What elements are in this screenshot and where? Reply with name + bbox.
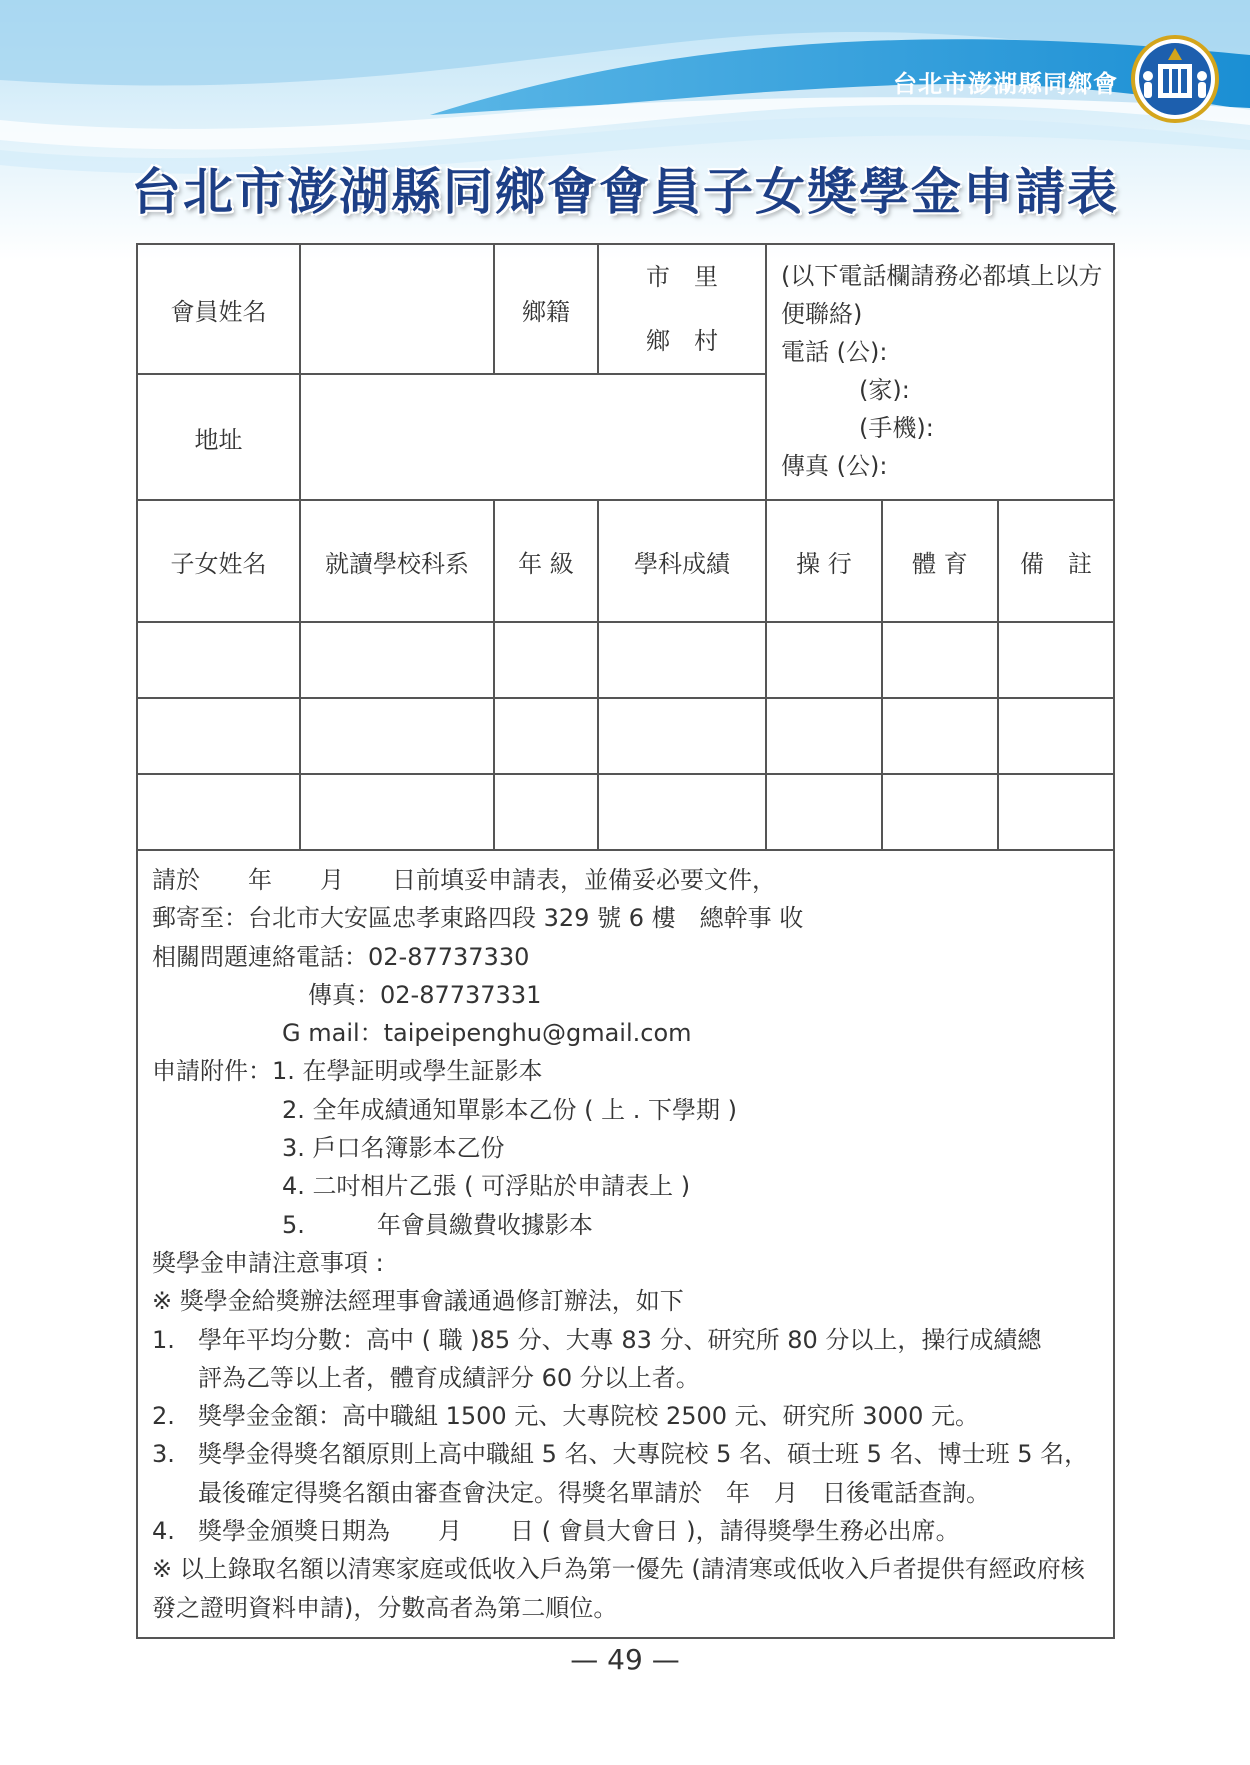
rule-text: 獎學金得獎名額原則上高中職組 5 名、大專院校 5 名、碩士班 5 名、博士班 5 名， (198, 1440, 1089, 1469)
academic-score-field[interactable] (598, 698, 766, 774)
fax-office-label: 傳真 (公): (781, 452, 888, 480)
rule-text: 獎學金金額：高中職組 1500 元、大專院校 2500 元、研究所 3000 元。 (198, 1402, 980, 1431)
rule-continuation: 最後確定得獎名額由審查會決定。得獎名單請於 年 月 日後電話查詢。 (198, 1478, 990, 1507)
rule-text: 獎學金頒獎日期為 月 日 ( 會員大會日 )，請得獎學生務必出席。 (198, 1517, 960, 1546)
school-field[interactable] (300, 774, 494, 850)
instructions-cell (137, 850, 1114, 1638)
child-name-field[interactable] (137, 698, 300, 774)
col-school-department: 就讀學校科系 (300, 500, 494, 622)
contact-email-text: G mail：taipeipenghu@gmail.com (282, 1019, 692, 1048)
mailing-address-text: 郵寄至：台北市大安區忠孝東路四段 329 號 6 樓 總幹事 收 (152, 904, 804, 933)
conduct-field[interactable] (766, 698, 882, 774)
child-entry-row (137, 774, 1114, 850)
phone-home-label: (家): (859, 376, 910, 404)
attachments-label: 申請附件： (152, 1057, 272, 1086)
attachment-5: 5. 年會員繳費收據影本 (282, 1210, 593, 1239)
phone-note: (以下電話欄請務必都填上以方便聯絡) (781, 262, 1103, 328)
grade-field[interactable] (494, 698, 598, 774)
rule-number: 3. (152, 1440, 175, 1469)
academic-score-field[interactable] (598, 774, 766, 850)
hometown-label: 鄉籍 (494, 244, 598, 374)
phone-office-label: 電話 (公): (781, 338, 888, 366)
contact-phone-cell[interactable] (766, 244, 1114, 500)
member-row (137, 244, 1114, 374)
address-label: 地址 (137, 374, 300, 500)
conduct-field[interactable] (766, 774, 882, 850)
deadline-text: 請於 年 月 日前填妥申請表，並備妥必要文件， (152, 866, 776, 894)
attachment-4: 4. 二吋相片乙張 ( 可浮貼於申請表上 ) (282, 1172, 691, 1201)
col-grade: 年 級 (494, 500, 598, 622)
rule-intro: ※ 獎學金給獎辦法經理事會議通過修訂辦法，如下 (152, 1287, 684, 1316)
grade-field[interactable] (494, 774, 598, 850)
pe-field[interactable] (882, 774, 998, 850)
rule-number: 2. (152, 1402, 175, 1431)
child-name-field[interactable] (137, 622, 300, 698)
remarks-field[interactable] (998, 774, 1114, 850)
rule-item (152, 1435, 1101, 1473)
pe-field[interactable] (882, 698, 998, 774)
rule-item (152, 1321, 1101, 1359)
rule-text: 學年平均分數：高中 ( 職 )85 分、大專 83 分、研究所 80 分以上，操行成績總 (198, 1325, 1042, 1354)
col-academic-score: 學科成績 (598, 500, 766, 622)
school-field[interactable] (300, 698, 494, 774)
child-entry-row (137, 622, 1114, 698)
col-physical-education: 體 育 (882, 500, 998, 622)
pe-field[interactable] (882, 622, 998, 698)
col-conduct: 操 行 (766, 500, 882, 622)
region-township-village: 鄉 村 (646, 327, 718, 355)
remarks-field[interactable] (998, 622, 1114, 698)
attachment-2: 2. 全年成績通知單影本乙份 ( 上 . 下學期 ) (282, 1095, 738, 1124)
rule-item (152, 1512, 1101, 1550)
contact-phone-text: 相關問題連絡電話：02-87737330 (152, 942, 530, 971)
child-entry-row (137, 698, 1114, 774)
col-child-name: 子女姓名 (137, 500, 300, 622)
member-name-field[interactable] (300, 244, 494, 374)
member-name-label: 會員姓名 (137, 244, 300, 374)
child-name-field[interactable] (137, 774, 300, 850)
rule-item (152, 1397, 1101, 1435)
priority-footnote: ※ 以上錄取名額以清寒家庭或低收入戶為第一優先 (請清寒或低收入戶者提供有經政府核發之證明資料申請)，分數高者為第二順位。 (152, 1555, 1085, 1622)
rule-number: 4. (152, 1517, 175, 1546)
attachment-3: 3. 戶口名簿影本乙份 (282, 1134, 505, 1163)
notes-row (137, 850, 1114, 1638)
academic-score-field[interactable] (598, 622, 766, 698)
rule-continuation: 評為乙等以上者，體育成績評分 60 分以上者。 (198, 1363, 700, 1392)
grade-field[interactable] (494, 622, 598, 698)
attachment-1: 1. 在學証明或學生証影本 (272, 1057, 543, 1086)
col-remarks: 備 註 (998, 500, 1114, 622)
attachment-item (152, 1052, 1101, 1090)
org-name: 台北市澎湖縣同鄉會 (893, 70, 1118, 98)
page-number: — 49 — (570, 1643, 680, 1676)
school-field[interactable] (300, 622, 494, 698)
contact-fax-text: 傳真：02-87737331 (308, 980, 542, 1009)
region-city-village: 市 里 (646, 263, 718, 291)
address-field[interactable] (300, 374, 766, 500)
association-emblem-icon (1130, 34, 1220, 124)
rule-number: 1. (152, 1325, 175, 1354)
remarks-field[interactable] (998, 698, 1114, 774)
form-title: 台北市澎湖縣同鄉會會員子女獎學金申請表 (131, 162, 1119, 221)
phone-mobile-label: (手機): (859, 414, 934, 442)
children-header-row (137, 500, 1114, 622)
conduct-field[interactable] (766, 622, 882, 698)
application-form-table (136, 243, 1115, 1639)
hometown-region-field[interactable] (598, 244, 766, 374)
notice-title: 獎學金申請注意事項 : (152, 1248, 384, 1277)
